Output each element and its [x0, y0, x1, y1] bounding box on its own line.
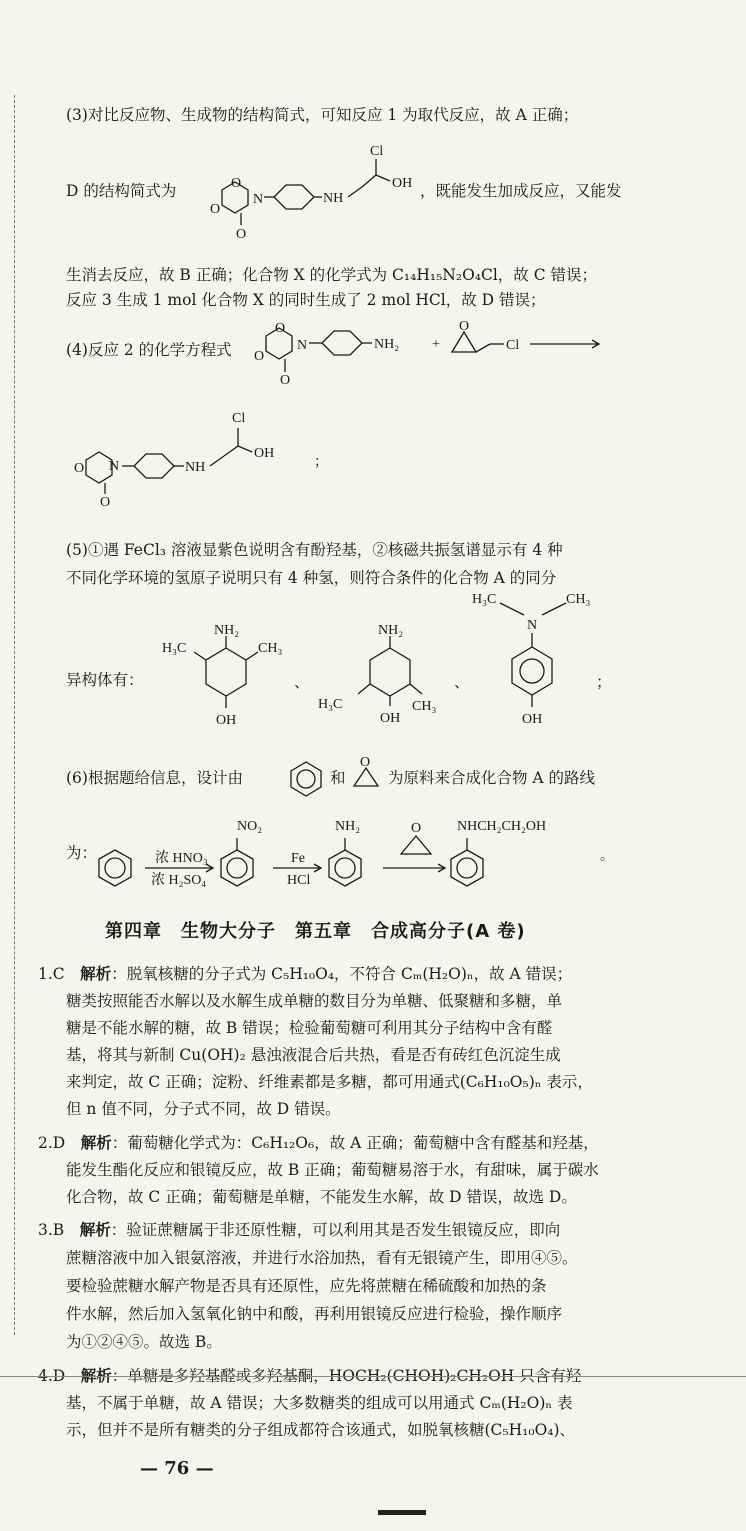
- separator-2: 、: [454, 673, 470, 691]
- part3-line3: 生消去反应，故 B 正确；化合物 X 的化学式为 C₁₄H₁₅N₂O₄Cl，故 C 错误；: [66, 266, 598, 284]
- q1-line6: 但 n 值不同，分子式不同，故 D 错误。: [66, 1100, 341, 1118]
- label-epoxide-o: O: [411, 821, 422, 836]
- label-oh: OH: [380, 711, 401, 726]
- label-nh2: NH₂: [335, 819, 361, 834]
- plus-sign: +: [432, 337, 440, 352]
- label-oh: OH: [216, 713, 237, 728]
- label-o: O: [74, 461, 85, 476]
- q3-line1: ：验证蔗糖属于非还原性糖，可以利用其是否发生银镜反应，即向: [110, 1221, 561, 1239]
- synthesis-route: [95, 810, 615, 892]
- isomer-3: [470, 585, 620, 733]
- q4-line2: 基，不属于单糖，故 A 错误；大多数糖类的组成可以用通式 Cₘ(H₂O)ₙ 表: [66, 1394, 573, 1412]
- label-ch3: CH₃: [258, 641, 283, 656]
- label-o: O: [231, 176, 242, 191]
- label-oh: OH: [254, 446, 275, 461]
- label-o: O: [275, 321, 286, 336]
- label-oh: OH: [522, 712, 543, 727]
- label-ch3: CH₃: [412, 699, 437, 714]
- epoxide-icon: [348, 752, 384, 792]
- q1-number: 1.C: [38, 965, 65, 983]
- q2-number: 2.D: [38, 1134, 66, 1152]
- reagent-h2so4: 浓 H₂SO₄: [151, 873, 207, 888]
- part5-line2: 不同化学环境的氢原子说明只有 4 种氢，则符合条件的化合物 A 的同分: [66, 569, 557, 587]
- q4-line1: ：单糖是多羟基醛或多羟基酮，HOCH₂(CHOH)₂CH₂OH 只含有羟: [111, 1367, 582, 1385]
- reagent-hcl: HCl: [287, 873, 311, 888]
- q1-label: 解析: [80, 964, 112, 983]
- label-h3c: H₃C: [162, 641, 187, 656]
- label-cl: Cl: [370, 144, 384, 159]
- part4-line1: (4)反应 2 的化学方程式: [66, 341, 232, 359]
- label-cl: Cl: [232, 411, 246, 426]
- part3-line2a: D 的结构简式为: [66, 182, 177, 200]
- q3-line2: 蔗糖溶液中加入银氨溶液，并进行水浴加热，看有无银镜产生，即用④⑤。: [66, 1249, 578, 1267]
- label-n: N: [253, 192, 264, 207]
- label-ch3: CH₃: [566, 592, 591, 607]
- divider-line: [0, 1376, 746, 1377]
- label-nh: NH: [185, 460, 206, 475]
- label-nh2: NH₂: [378, 623, 404, 638]
- isomer-1: [150, 612, 310, 730]
- q1-line2: 糖类按照能否水解以及水解生成单糖的数目分为单糖、低聚糖和多糖，单: [66, 992, 563, 1010]
- label-epoxide-o: O: [360, 755, 371, 770]
- label-cl: Cl: [506, 338, 520, 353]
- q1-line1: ：脱氧核糖的分子式为 C₅H₁₀O₄，不符合 Cₘ(H₂O)ₙ，故 A 错误；: [111, 965, 573, 983]
- semicolon-isomers: ；: [596, 673, 612, 691]
- label-n: N: [109, 459, 120, 474]
- label-n: N: [297, 338, 308, 353]
- q1-line4: 基，将其与新制 Cu(OH)₂ 悬浊液混合后共热，看是否有砖红色沉淀生成: [66, 1046, 561, 1064]
- label-n: N: [527, 618, 538, 633]
- q2-label: 解析: [80, 1133, 112, 1152]
- q3-number: 3.B: [38, 1221, 65, 1239]
- q4-label: 解析: [80, 1366, 112, 1385]
- label-h3c: H₃C: [318, 697, 343, 712]
- bottom-mark: [378, 1510, 426, 1515]
- q3-line4: 件水解，然后加入氢氧化钠中和酸，再利用银镜反应进行检验，操作顺序: [66, 1305, 563, 1323]
- label-nh2: NH₂: [214, 623, 240, 638]
- isomer-2: [312, 612, 472, 730]
- label-epoxide-o: O: [459, 319, 470, 334]
- q3-label: 解析: [79, 1220, 111, 1239]
- label-o-carbonyl: O: [100, 495, 111, 510]
- period: 。: [600, 849, 614, 864]
- q4-line3: 示，但并不是所有糖类的分子组成都符合该通式，如脱氧核糖(C₅H₁₀O₄)、: [66, 1421, 576, 1439]
- page-number: — 76 —: [140, 1458, 214, 1479]
- part3-line4: 反应 3 生成 1 mol 化合物 X 的同时生成了 2 mol HCl，故 D 错误；: [66, 291, 546, 309]
- separator-1: 、: [294, 673, 310, 691]
- q3-line5: 为①②④⑤。故选 B。: [66, 1333, 222, 1351]
- q1-line3: 糖是不能水解的糖，故 B 错误；检验葡萄糖可利用其分子结构中含有醛: [66, 1019, 553, 1037]
- label-o-ring: O: [210, 202, 221, 217]
- label-o-ring: O: [254, 349, 265, 364]
- part6-line1c: 为原料来合成化合物 A 的路线: [388, 769, 596, 787]
- label-nh2: NH₂: [374, 337, 400, 352]
- binding-margin-line: [14, 95, 15, 1335]
- label-o-carbonyl: O: [236, 227, 247, 240]
- q2-line3: 化合物，故 C 正确；葡萄糖是单糖，不能发生水解，故 D 错误，故选 D。: [66, 1188, 577, 1206]
- part3-line2b: ，既能发生加成反应，又能发: [420, 182, 622, 200]
- reaction2-product: [66, 402, 346, 512]
- q2-line2: 能发生酯化反应和银镜反应，故 B 正确；葡萄糖易溶于水，有甜味，属于碳水: [66, 1161, 599, 1179]
- part5-line3: 异构体有：: [66, 671, 144, 689]
- reaction2-equation: [254, 318, 614, 388]
- semicolon: ；: [314, 455, 328, 470]
- structure-d: [200, 135, 425, 240]
- q1-line5: 来判定，故 C 正确；淀粉、纤维素都是多糖，都可用通式(C₆H₁₀O₅)ₙ 表示，: [66, 1073, 593, 1091]
- label-o-carbonyl: O: [280, 373, 291, 388]
- q2-line1: ：葡萄糖化学式为：C₆H₁₂O₆，故 A 正确；葡萄糖中含有醛基和羟基，: [111, 1134, 599, 1152]
- label-no2: NO₂: [237, 819, 263, 834]
- benzene-icon: [286, 758, 326, 798]
- part6-line1b: 和: [330, 769, 346, 787]
- reagent-hno3: 浓 HNO₃: [155, 851, 208, 866]
- label-h3c: H₃C: [472, 592, 497, 607]
- part6-line2: 为：: [66, 844, 98, 862]
- chapter-heading: 第四章 生物大分子 第五章 合成高分子(A 卷): [105, 921, 526, 942]
- label-product: NHCH₂CH₂OH: [457, 819, 547, 834]
- q4-number: 4.D: [38, 1367, 66, 1385]
- part5-line1: (5)①遇 FeCl₃ 溶液显紫色说明含有酚羟基，②核磁共振氢谱显示有 4 种: [66, 541, 563, 559]
- reagent-fe: Fe: [291, 851, 305, 866]
- q3-line3: 要检验蔗糖水解产物是否具有还原性，应先将蔗糖在稀硫酸和加热的条: [66, 1277, 547, 1295]
- part6-line1a: (6)根据题给信息，设计由: [66, 769, 243, 787]
- label-nh: NH: [323, 191, 344, 206]
- label-oh: OH: [392, 176, 413, 191]
- part3-line1: (3)对比反应物、生成物的结构简式，可知反应 1 为取代反应，故 A 正确；: [66, 106, 579, 124]
